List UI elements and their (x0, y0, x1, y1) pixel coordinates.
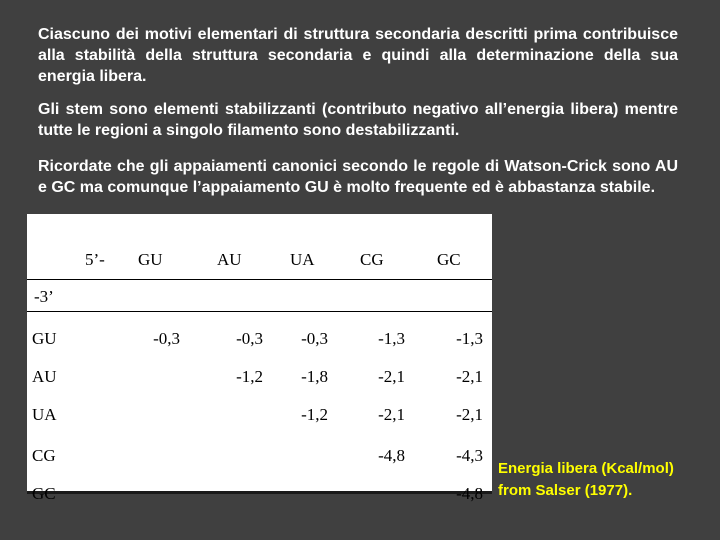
table-caption (498, 458, 720, 502)
table-rule (27, 311, 492, 312)
table-rule (27, 279, 492, 280)
table-cell: -1,8 (301, 367, 328, 386)
table-cell: -4,8 (456, 484, 483, 503)
column-header-au: AU (217, 250, 242, 269)
table-cell: -2,1 (378, 405, 405, 424)
paragraph-watson-crick: Ricordate che gli appaiamenti canonici secondo le regole di Watson-Crick sono AU e GC ma comunque l’appaiamento GU è molto frequente ed è abbastanza stabile. (38, 158, 678, 196)
table-cell: -2,1 (378, 367, 405, 386)
table-cell: -4,8 (378, 446, 405, 465)
table-cell: -0,3 (301, 329, 328, 348)
table-cell: -0,3 (153, 329, 180, 348)
table-cell: -1,2 (236, 367, 263, 386)
table-cell: -2,1 (456, 367, 483, 386)
row-header-ua: UA (32, 405, 57, 424)
row-header-au: AU (32, 367, 57, 386)
column-header-ua: UA (290, 250, 315, 269)
table-cell: -0,3 (236, 329, 263, 348)
table-cell: -2,1 (456, 405, 483, 424)
free-energy-table (27, 214, 492, 503)
table-cell: -1,3 (378, 329, 405, 348)
table-cell: -4,3 (456, 446, 483, 465)
row-header-gu: GU (32, 329, 57, 348)
table-cell: -1,2 (301, 405, 328, 424)
row-header-cg: CG (32, 446, 56, 465)
column-header-cg: CG (360, 250, 384, 269)
paragraph-motifs: Ciascuno dei motivi elementari di struttura secondaria descritti prima contribuisce alla stabilità della struttura secondaria e quindi alla determinazione della sua energia libera. (38, 26, 678, 85)
caption-source: from Salser (1977). (498, 482, 633, 499)
paragraph-stems: Gli stem sono elementi stabilizzanti (contributo negativo all’energia libera) mentre tutte le regioni a singolo filamento sono destabilizzanti. (38, 101, 678, 139)
table-cell: -1,3 (456, 329, 483, 348)
corner-5-prime: 5’- (85, 250, 105, 269)
column-header-gc: GC (437, 250, 461, 269)
column-header-gu: GU (138, 250, 163, 269)
corner-3-prime: -3’ (34, 287, 54, 306)
row-header-gc: GC (32, 484, 56, 503)
caption-units: Energia libera (Kcal/mol) (498, 460, 674, 477)
